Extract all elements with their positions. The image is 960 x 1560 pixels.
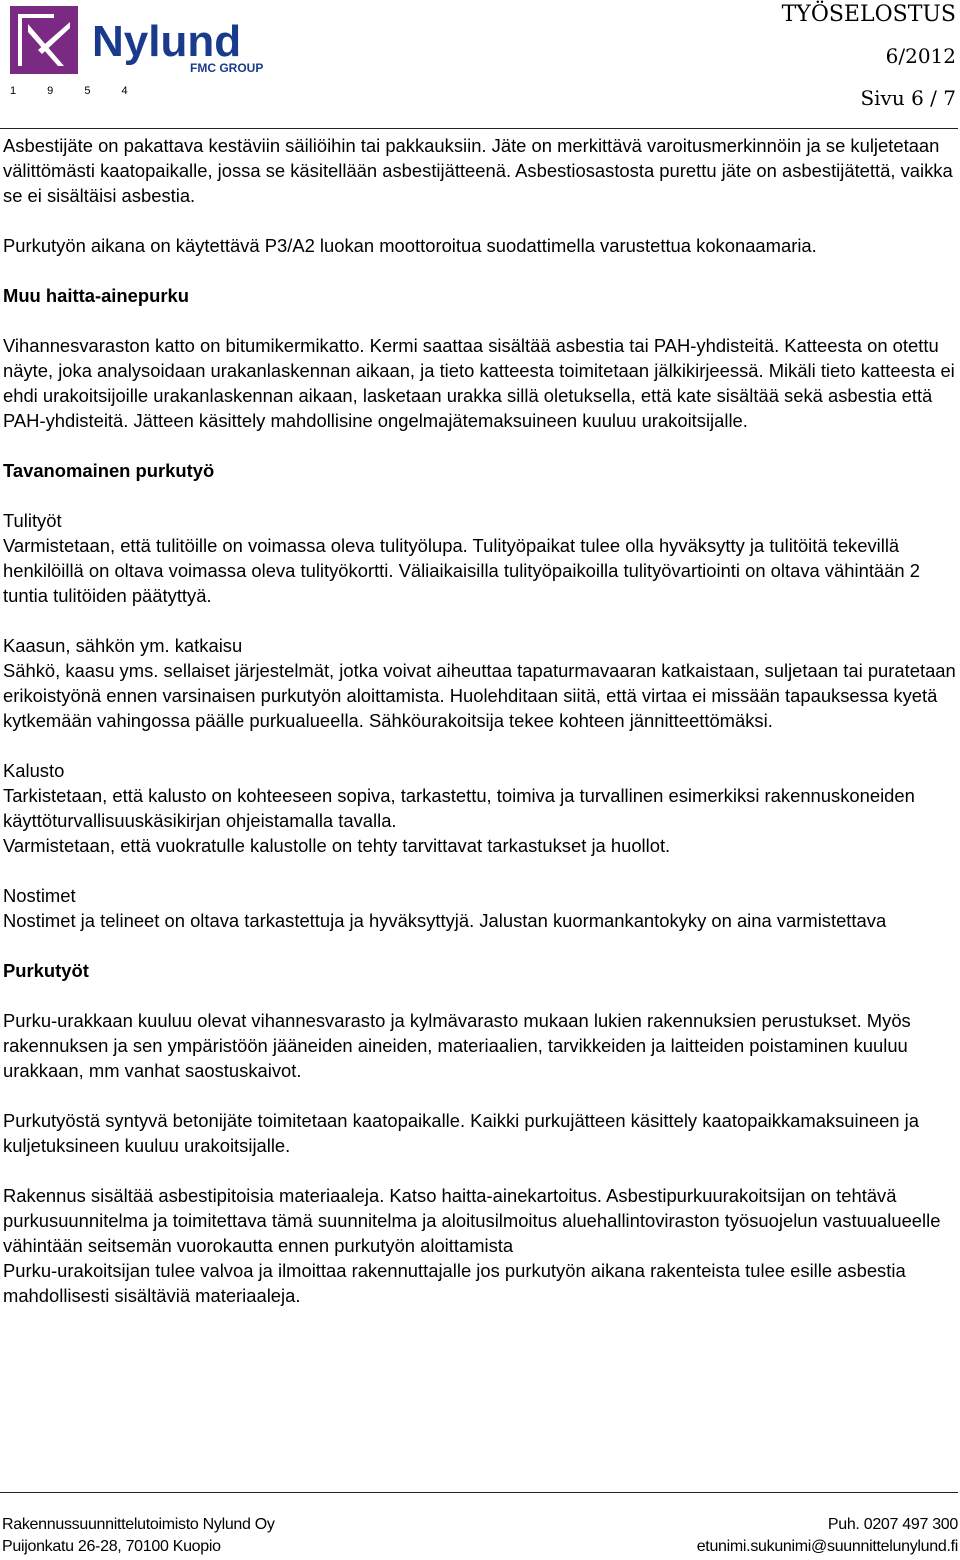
document-type: TYÖSELOSTUS	[781, 2, 956, 27]
footer-divider	[0, 1492, 958, 1493]
logo-subbrand-text: FMC GROUP	[190, 61, 264, 75]
page-number: Sivu 6 / 7	[860, 86, 956, 110]
document-date: 6/2012	[885, 44, 956, 68]
paragraph-asbestos-waste: Asbestijäte on pakattava kestäviin säiliöihin tai pakkauksiin. Jäte on merkittävä varoitusmerkinnöin ja se kuljetetaan välittömästi kaatopaikalle, jossa se käsitellään asbestijätteenä. Asbestiosastosta purettu jäte on asbestijätettä, vaikka se ei sisältäisi asbestia.	[3, 135, 953, 206]
heading-demolition-works: Purkutyöt	[3, 960, 89, 981]
footer-company-block	[2, 1514, 275, 1558]
footer-contact-block	[697, 1514, 958, 1558]
paragraph-utility-disconnect: Sähkö, kaasu yms. sellaiset järjestelmät, jotka voivat aiheuttaa tapaturmavaaran katkaistaan, suljetaan tai puratetaan erikoistyönä ennen varsinaisen purkutyön aloittamista. Huolehditaan siitä, että virtaa ei missään tapauksessa kyetä kytkemään vahingossa päälle purkualueella. Sähköurakoitsija tekee kohteen jännitteettömäksi.	[3, 660, 956, 731]
paragraph-demolition-scope: Purku-urakkaan kuuluu olevat vihannesvarasto ja kylmävarasto mukaan lukien rakennuksien perustukset. Myös rakennuksen ja sen ympäristöön jääneiden aineiden, materiaalien, tarvikkeiden ja laitteiden poistaminen kuuluu urakkaan, mm vanhat saostuskaivot.	[3, 1010, 911, 1081]
header-divider	[0, 128, 958, 129]
subheading-equipment: Kalusto	[3, 760, 65, 781]
paragraph-asbestos-materials: Rakennus sisältää asbestipitoisia materiaaleja. Katso haitta-ainekartoitus. Asbestipurkuurakoitsijan on tehtävä purkusuunnitelma ja toimitettava tämä suunnitelma ja aloitusilmoitus aluehallintoviraston työsuojelun vastuualueelle vähintään seitsemän vuorokautta ennen purkutyön aloittamista	[3, 1185, 941, 1256]
subheading-utility-disconnect: Kaasun, sähkön ym. katkaisu	[3, 635, 243, 656]
company-logo	[8, 4, 298, 96]
paragraph-roof-felt: Vihannesvaraston katto on bitumikermikatto. Kermi saattaa sisältää asbestia tai PAH-yhdisteitä. Katteesta on otettu näyte, joka analysoidaan urakanlaskennan aikaan, ja tieto katteesta toimitetaan jälkikirjeessä. Mikäli tieto katteesta ei ehdi urakoitsijoille urakanlaskennan aikaan, lasketaan urakka sillä oletuksella, että kate sisältää sekä asbestia että PAH-yhdisteitä. Jätteen käsittely mahdollisine ongelmajätemaksuineen kuuluu urakoitsijalle.	[3, 335, 955, 431]
paragraph-respirator: Purkutyön aikana on käytettävä P3/A2 luokan moottoroitua suodattimella varustettua kokonaamaria.	[3, 235, 817, 256]
paragraph-lifts: Nostimet ja telineet on oltava tarkastettuja ja hyväksyttyjä. Jalustan kuormankantokyky on aina varmistettava	[3, 910, 887, 931]
paragraph-concrete-waste: Purkutyöstä syntyvä betonijäte toimitetaan kaatopaikalle. Kaikki purkujätteen käsittely kaatopaikkamaksuineen ja kuljetuksineen kuuluu urakoitsijalle.	[3, 1110, 919, 1156]
heading-conventional-demolition: Tavanomainen purkutyö	[3, 460, 215, 481]
footer-address: Puijonkatu 26-28, 70100 Kuopio	[2, 1538, 221, 1555]
paragraph-contractor-monitoring: Purku-urakoitsijan tulee valvoa ja ilmoittaa rakennuttajalle jos purkutyön aikana rakenteista tulee esille asbestia mahdollisesti sisältäviä materiaaleja.	[3, 1260, 906, 1306]
subheading-lifts: Nostimet	[3, 885, 76, 906]
logo-brand-text: Nylund	[92, 17, 242, 66]
heading-other-hazardous-demolition: Muu haitta-ainepurku	[3, 285, 189, 306]
document-body	[3, 133, 959, 1308]
footer-phone: Puh. 0207 497 300	[827, 1516, 958, 1533]
paragraph-rental-equipment: Varmistetaan, että vuokratulle kalustolle on tehty tarvittavat tarkastukset ja huollot.	[3, 835, 671, 856]
logo-graphic	[8, 4, 298, 96]
logo-year-text: 1 9 5 4	[10, 85, 142, 96]
page-footer	[2, 1514, 958, 1560]
paragraph-equipment-check: Tarkistetaan, että kalusto on kohteeseen sopiva, tarkastettu, toimiva ja turvallinen esimerkiksi rakennuskoneiden käyttöturvallisuuskäsikirjan ohjeistamalla tavalla.	[3, 785, 915, 831]
subheading-hot-work: Tulityöt	[3, 510, 62, 531]
footer-company-name: Rakennussuunnittelutoimisto Nylund Oy	[2, 1516, 275, 1533]
paragraph-hot-work: Varmistetaan, että tulitöille on voimassa oleva tulityölupa. Tulityöpaikat tulee olla hyväksytty ja tulitöitä tekevillä henkilöillä on oltava voimassa oleva tulityökortti. Väliaikaisilla tulityöpaikoilla tulityövartiointi on oltava vähintään 2 tuntia tulitöiden päätyttyä.	[3, 535, 920, 606]
footer-email: etunimi.sukunimi@suunnittelunylund.fi	[696, 1538, 958, 1555]
